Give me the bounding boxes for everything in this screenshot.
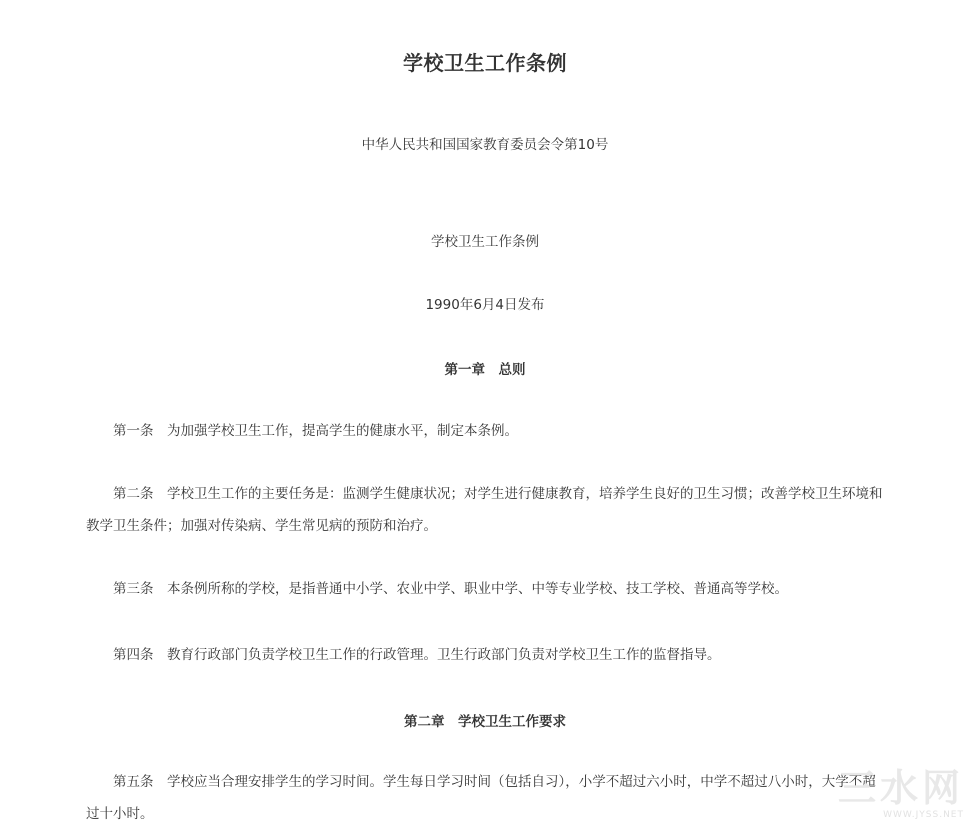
document-subtitle: 学校卫生工作条例 bbox=[431, 234, 539, 250]
watermark-logo: 三水网 bbox=[837, 765, 964, 810]
article-1: 第一条 为加强学校卫生工作，提高学生的健康水平，制定本条例。 bbox=[113, 423, 518, 439]
article-4: 第四条 教育行政部门负责学校卫生工作的行政管理。卫生行政部门负责对学校卫生工作的监督指导。 bbox=[113, 647, 721, 663]
chapter-heading: 第二章 学校卫生工作要求 bbox=[404, 714, 566, 730]
chapter-heading: 第一章 总则 bbox=[444, 362, 526, 378]
document-title: 学校卫生工作条例 bbox=[403, 51, 567, 75]
article-2: 第二条 学校卫生工作的主要任务是：监测学生健康状况；对学生进行健康教育，培养学生良好的卫生习惯；改善学校卫生环境和教学卫生条件；加强对传染病、学生常见病的预防和治疗。 bbox=[86, 486, 883, 534]
article-5: 第五条 学校应当合理安排学生的学习时间。学生每日学习时间（包括自习），小学不超过六小时，中学不超过八小时，大学不超过十小时。 bbox=[86, 774, 876, 822]
publish-date: 1990年6月4日发布 bbox=[425, 297, 545, 313]
order-number: 中华人民共和国国家教育委员会令第10号 bbox=[361, 137, 609, 153]
article-3: 第三条 本条例所称的学校，是指普通中小学、农业中学、职业中学、中等专业学校、技工学校、普通高等学校。 bbox=[113, 581, 788, 597]
watermark-url: WWW.JYSS.NET bbox=[883, 810, 964, 820]
